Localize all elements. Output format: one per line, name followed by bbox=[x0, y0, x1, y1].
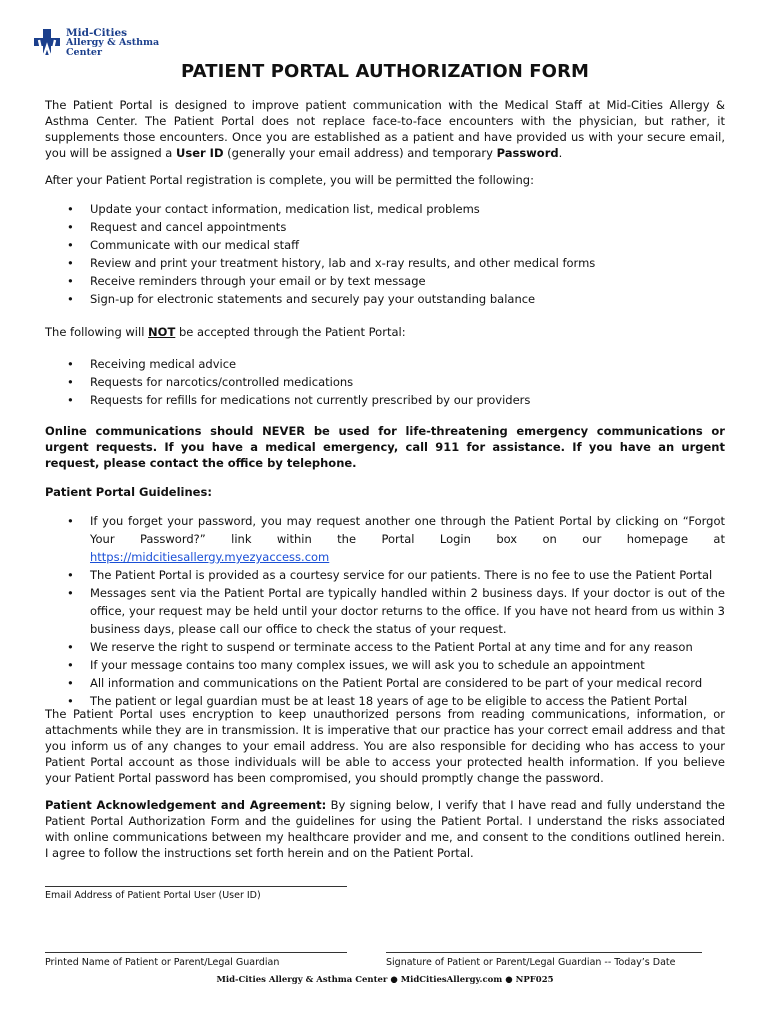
list-item: • Receive reminders through your email or by text message bbox=[45, 272, 725, 290]
list-item: • Requests for narcotics/controlled medications bbox=[45, 373, 725, 391]
acknowledgement-paragraph: Patient Acknowledgement and Agreement: By signing below, I verify that I have read and fully understand the Patient Portal Authorization Form and the guidelines for using the Patient Portal. I understand the risks associated with online communications between my healthcare provider and me, and consent to the conditions outlined herein. I agree to follow the instructions set forth herein and on the Patient Portal. bbox=[45, 798, 725, 860]
list-item: • Sign-up for electronic statements and securely pay your outstanding balance bbox=[45, 290, 725, 308]
signature-date-label: Signature of Patient or Parent/Legal Guardian -- Today’s Date bbox=[386, 957, 676, 968]
list-item: • Requests for refills for medications not currently prescribed by our providers bbox=[45, 391, 725, 409]
page-footer: Mid-Cities Allergy & Asthma Center ● MidCitiesAllergy.com ● NPF025 bbox=[216, 975, 554, 985]
encryption-paragraph: The Patient Portal uses encryption to keep unauthorized persons from reading communications, information, or attachments while they are in transmission. It is imperative that our practice has your correct email address and that you inform us of any changes to your email address. You are also responsible for deciding who has access to your Patient Portal account as those individuals will be able to access your protected health information. If you believe your Patient Portal password has been compromised, you should promptly change the password. bbox=[45, 707, 725, 785]
list-item: • If your message contains too many complex issues, we will ask you to schedule an appointment bbox=[45, 656, 725, 674]
list-item: • All information and communications on the Patient Portal are considered to be part of your medical record bbox=[45, 674, 725, 692]
signature-date-line[interactable] bbox=[386, 952, 702, 953]
printed-name-label: Printed Name of Patient or Parent/Legal Guardian bbox=[45, 957, 280, 968]
printed-name-line[interactable] bbox=[45, 952, 347, 953]
not-emphasis: NOT bbox=[148, 325, 176, 339]
clinic-logo bbox=[30, 26, 165, 66]
email-field-label: Email Address of Patient Portal User (User ID) bbox=[45, 890, 261, 901]
acknowledgement-heading: Patient Acknowledgement and Agreement: bbox=[45, 798, 327, 812]
logo-line-1: Mid-Cities bbox=[66, 27, 128, 39]
guidelines-list bbox=[45, 512, 725, 710]
permitted-list bbox=[45, 200, 725, 308]
portal-homepage-link[interactable]: https://midcitiesallergy.myezyaccess.com bbox=[90, 550, 330, 564]
list-item: • Communicate with our medical staff bbox=[45, 236, 725, 254]
emergency-notice: Online communications should NEVER be used for life-threatening emergency communications or urgent requests. If you have a medical emergency, call 911 for assistance. If you have an urgent request, please contact the office by telephone. bbox=[45, 424, 725, 470]
guidelines-heading: Patient Portal Guidelines: bbox=[45, 485, 212, 499]
logo-line-2: Allergy & Asthma bbox=[66, 37, 160, 48]
list-item: • Review and print your treatment history, lab and x-ray results, and other medical forms bbox=[45, 254, 725, 272]
list-item: • We reserve the right to suspend or terminate access to the Patient Portal at any time and for any reason bbox=[45, 638, 725, 656]
email-signature-line[interactable] bbox=[45, 886, 347, 887]
list-item: • Request and cancel appointments bbox=[45, 218, 725, 236]
list-item: • The Patient Portal is provided as a courtesy service for our patients. There is no fee to use the Patient Portal bbox=[45, 566, 725, 584]
not-accepted-list bbox=[45, 355, 725, 409]
intro-paragraph: The Patient Portal is designed to improve patient communication with the Medical Staff at Mid-Cities Allergy & Asthma Center. The Patient Portal does not replace face-to-face encounters with the physician, but rather, it supplements those encounters. Once you are established as a patient and have provided us with your secure email, you will be assigned a User ID (generally your email address) and temporary Password. bbox=[45, 98, 725, 160]
user-id-term: User ID bbox=[176, 146, 224, 160]
never-emphasis: NEVER bbox=[262, 424, 306, 438]
permitted-lead: After your Patient Portal registration is complete, you will be permitted the following: bbox=[45, 173, 534, 187]
list-item: • Update your contact information, medication list, medical problems bbox=[45, 200, 725, 218]
list-item: • The patient or legal guardian must be at least 18 years of age to be eligible to access the Patient Portal bbox=[45, 692, 725, 710]
password-term: Password bbox=[496, 146, 559, 160]
page-title: PATIENT PORTAL AUTHORIZATION FORM bbox=[180, 61, 590, 82]
logo-line-3: Center bbox=[66, 47, 102, 58]
list-item: • If you forget your password, you may request another one through the Patient Portal by clicking on “Forgot Your Password?” link within the Portal Login box on our homepage at https://midcitiesallergy.myezyaccess.com bbox=[45, 512, 725, 566]
list-item: • Messages sent via the Patient Portal are typically handled within 2 business days. If your doctor is out of the office, your request may be held until your doctor returns to the office. If you have not heard from us within 3 business days, please call our office to check the status of your request. bbox=[45, 584, 725, 638]
list-item: • Receiving medical advice bbox=[45, 355, 725, 373]
clinic-logo-mark-icon bbox=[30, 28, 64, 62]
not-accepted-lead: The following will NOT be accepted through the Patient Portal: bbox=[45, 325, 406, 339]
